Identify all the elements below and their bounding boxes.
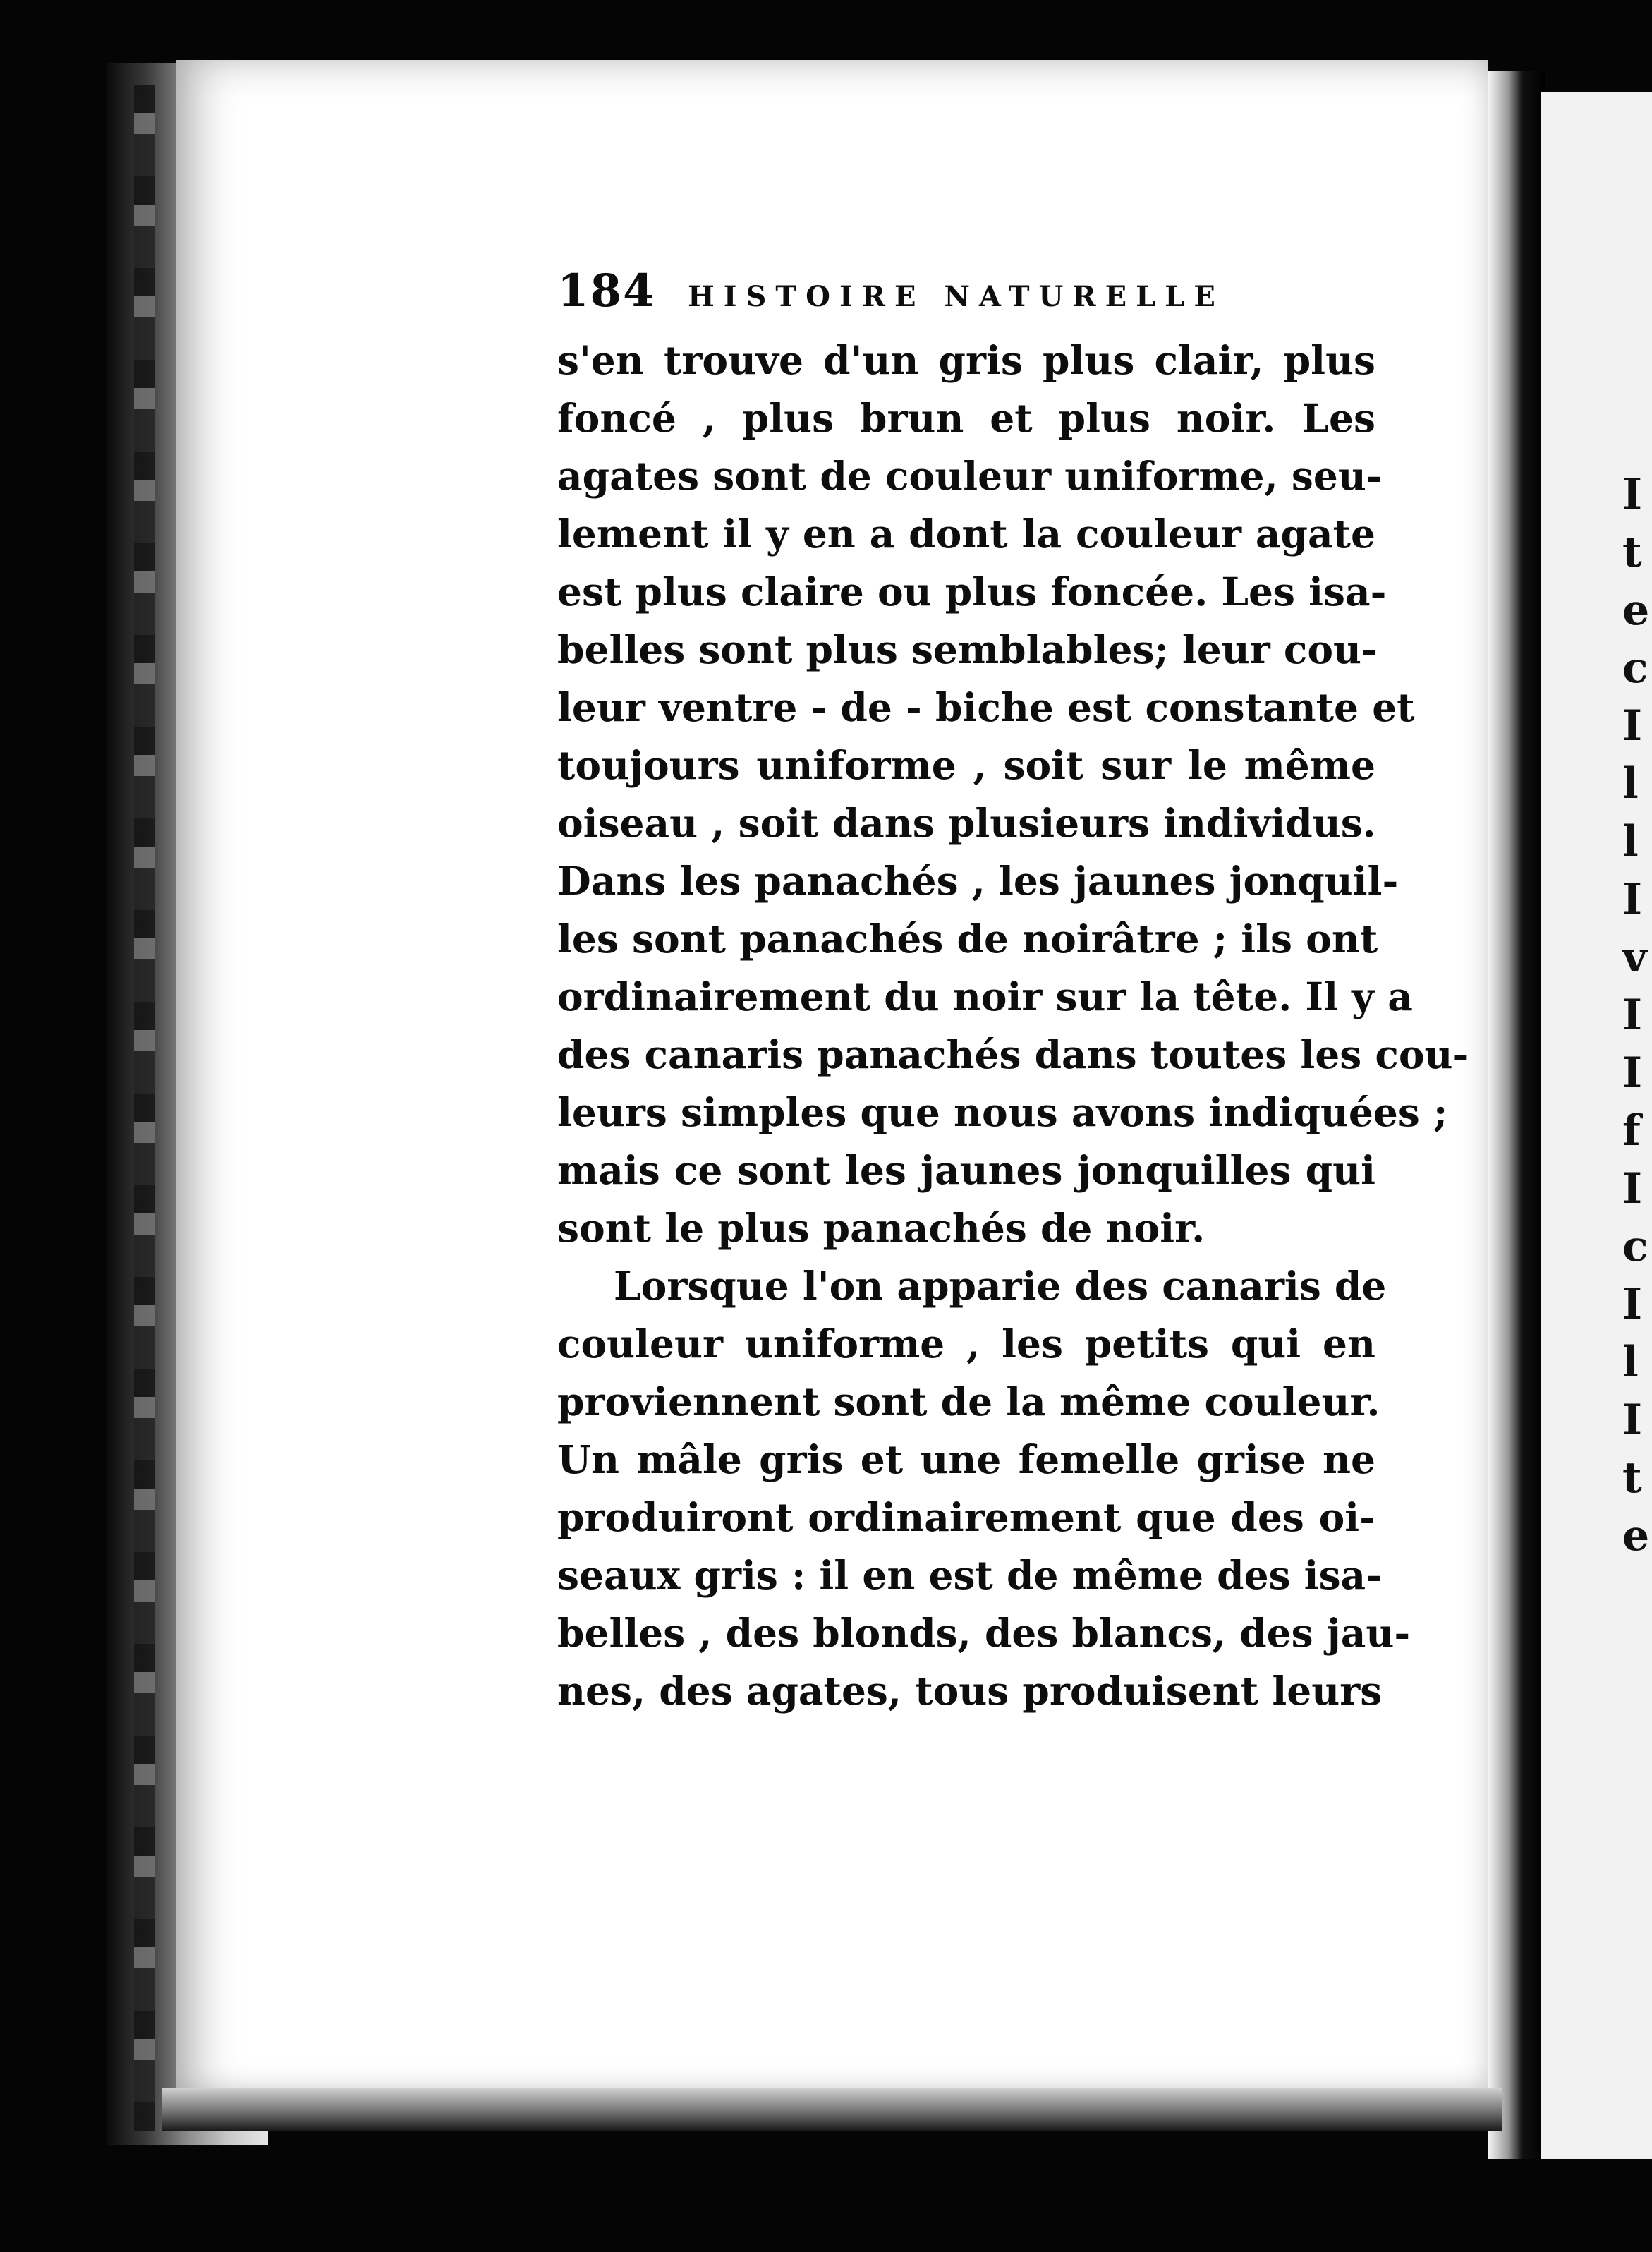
page-bottom-edge	[162, 2088, 1502, 2131]
text-line: foncé , plus brun et plus noir. Les	[557, 395, 1375, 441]
text-line: produiront ordinairement que des oi-	[557, 1494, 1375, 1540]
text-line: ordinairement du noir sur la tête. Il y a	[557, 974, 1413, 1019]
text-line: proviennent sont de la même couleur.	[557, 1379, 1380, 1424]
gutter-shadow	[1488, 71, 1545, 2159]
page-text-block	[557, 265, 1469, 1720]
text-line: agates sont de couleur uniforme, seu-	[557, 453, 1383, 499]
running-head-title: HISTOIRE NATURELLE	[688, 280, 1225, 313]
text-line: Lorsque l'on apparie des canaris de	[614, 1263, 1387, 1309]
text-line: couleur uniforme , les petits qui en	[557, 1321, 1375, 1367]
text-line: toujours uniforme , soit sur le même	[557, 742, 1375, 788]
text-line: leurs simples que nous avons indiquées ;	[557, 1089, 1448, 1135]
text-line: belles sont plus semblables; leur cou-	[557, 626, 1378, 672]
text-line: leur ventre - de - biche est constante et	[557, 684, 1415, 730]
text-line: est plus claire ou plus foncée. Les isa-	[557, 569, 1387, 615]
text-line: nes, des agates, tous produisent leurs	[557, 1668, 1383, 1714]
text-line: lement il y en a dont la couleur agate	[557, 511, 1375, 557]
text-line: belles , des blonds, des blancs, des jau-	[557, 1610, 1411, 1656]
text-line: oiseau , soit dans plusieurs individus.	[557, 800, 1376, 846]
spine-edge	[134, 85, 155, 2131]
text-line: des canaris panachés dans toutes les cou-	[557, 1031, 1469, 1077]
text-line: Un mâle gris et une femelle grise ne	[557, 1436, 1375, 1482]
text-line: Dans les panachés , les jaunes jonquil-	[557, 858, 1399, 904]
page-number: 184	[557, 265, 656, 317]
text-line: s'en trouve d'un gris plus clair, plus	[557, 337, 1375, 383]
text-line: mais ce sont les jaunes jonquilles qui	[557, 1147, 1375, 1193]
text-line: seaux gris : il en est de même des isa-	[557, 1552, 1382, 1598]
text-line: sont le plus panachés de noir.	[557, 1205, 1205, 1251]
facing-page-text-fragments: I t e c I l l I v I I f I c I l I t e	[1622, 470, 1650, 1561]
body-text	[557, 332, 1469, 1720]
running-head	[557, 265, 1375, 332]
text-line: les sont panachés de noirâtre ; ils ont	[557, 916, 1378, 962]
